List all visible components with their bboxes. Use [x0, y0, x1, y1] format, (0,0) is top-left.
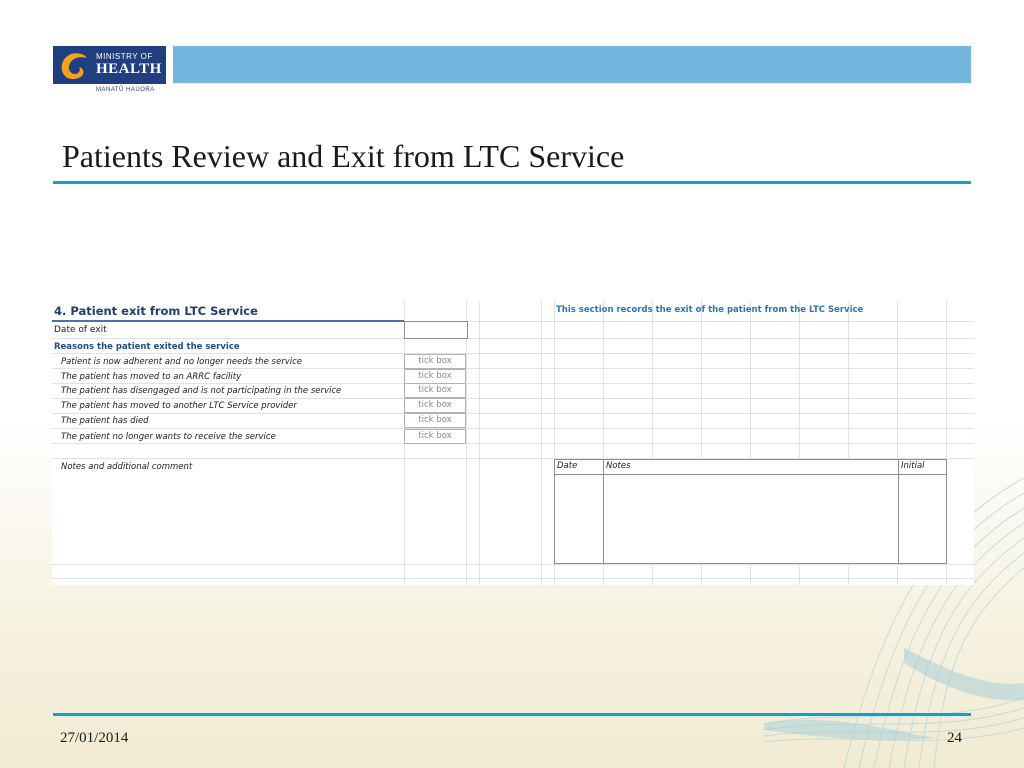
reason-disengaged: The patient has disengaged and is not participating in the service — [61, 386, 342, 396]
grid-line — [52, 353, 974, 354]
grid-line — [52, 443, 974, 444]
koru-icon — [57, 50, 91, 80]
log-column-divider — [898, 460, 899, 563]
exit-notes-log[interactable] — [554, 459, 947, 564]
spreadsheet-form — [52, 301, 974, 585]
notes-label: Notes and additional comment — [61, 462, 193, 472]
section-heading: 4. Patient exit from LTC Service — [54, 304, 258, 318]
heading-underline — [52, 320, 404, 322]
log-notes-header: Notes — [606, 461, 631, 471]
log-initial-header: Initial — [901, 461, 925, 471]
tick-box[interactable]: tick box — [404, 369, 466, 384]
log-header-divider — [555, 474, 946, 475]
grid-line — [52, 368, 974, 369]
reason-arrc-facility: The patient has moved to an ARRC facility — [61, 372, 242, 382]
header-bar — [173, 46, 971, 83]
logo-line-2: HEALTH — [96, 61, 162, 77]
logo-line-1: MINISTRY OF — [96, 52, 153, 61]
tick-box[interactable]: tick box — [404, 354, 466, 369]
slide-title: Patients Review and Exit from LTC Service — [62, 138, 625, 174]
grid-line — [52, 338, 974, 339]
tick-box[interactable]: tick box — [404, 429, 466, 444]
tick-box[interactable]: tick box — [404, 413, 466, 428]
title-divider — [53, 181, 971, 184]
log-date-header: Date — [557, 461, 578, 471]
reason-adherent: Patient is now adherent and no longer needs the service — [61, 357, 303, 367]
reason-died: The patient has died — [61, 416, 149, 426]
grid-line — [52, 564, 974, 565]
grid-line — [52, 578, 974, 579]
tick-box[interactable]: tick box — [404, 383, 466, 398]
reason-no-longer-wants: The patient no longer wants to receive the service — [61, 432, 276, 442]
reasons-heading: Reasons the patient exited the service — [54, 342, 240, 352]
grid-line — [52, 428, 974, 429]
footer-divider — [53, 713, 971, 716]
grid-line — [52, 383, 974, 384]
date-of-exit-input[interactable] — [404, 321, 468, 339]
footer-date: 27/01/2014 — [60, 730, 129, 746]
tick-box[interactable]: tick box — [404, 398, 466, 413]
reason-other-provider: The patient has moved to another LTC Service provider — [61, 401, 297, 411]
ministry-of-health-logo — [53, 46, 166, 84]
grid-line — [52, 413, 974, 414]
page-number: 24 — [947, 730, 962, 746]
date-of-exit-label: Date of exit — [54, 325, 107, 335]
logo-subtitle: MANATŪ HAUORA — [96, 87, 155, 93]
section-note: This section records the exit of the patient from the LTC Service — [556, 305, 864, 315]
log-column-divider — [603, 460, 604, 563]
grid-line — [52, 398, 974, 399]
